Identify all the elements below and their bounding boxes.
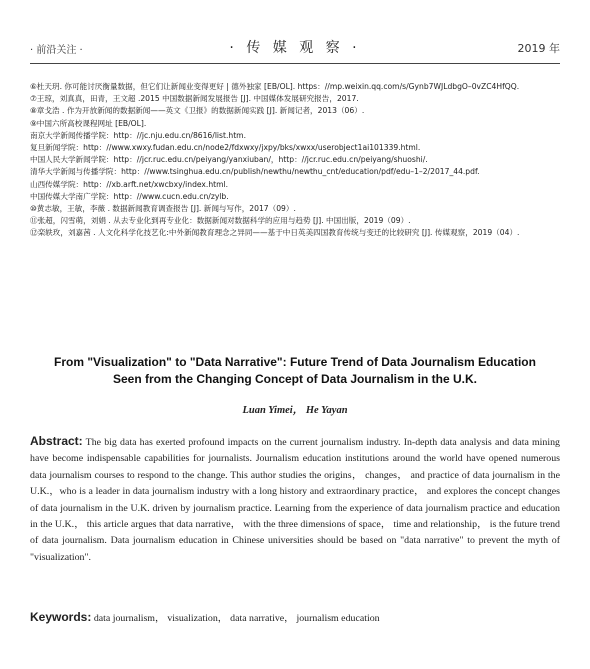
abstract [30,433,560,566]
journal-name: · 传 媒 观 察 · [229,40,361,56]
abstract-text: The big data has exerted profound impacts on the current journalism industry. In-depth data analysis and data mining have become indispensable capabilities for journalists. Journalism education institutions around the world have opened numerous data journalism courses to respond to the change. This author studies the origins， changes， and practice of data journalism in the U.K.，who is a leader in data journalism industry with a long history and extraordinary practice， and explores the concept changes of data journalism in the U.K. driven by journalism practice. Learning from the experience of data journalism practice and education in the U.K.， this article argues that data narrative， with the three dimensions of space， time and relationship， is the future trend of data journalism. Data journalism education in Chinese universities should be based on "data narrative" to prevent the myth of "visualization". [30,437,560,563]
reference-item: ⑧章戈浩 . 作为开放新闻的数据新闻——英文《卫报》的数据新闻实践 [J]. 新闻记者，2013（06）. [30,106,365,116]
reference-item: ⑨中国六所高校课程网址 [EB/OL]. [30,118,147,128]
reference-item: 中国传媒大学南广学院：http：//www.cucn.edu.cn/zylb. [30,191,229,201]
reference-item: ⑪张超，闪雪萌，刘娟 . 从去专业化到再专业化：数据新闻对数据科学的应用与趋势 [J]. 中国出版，2019（09）. [30,216,411,226]
section-label: · 前沿关注 · [30,45,83,56]
header-rule [30,63,560,64]
reference-item: ⑫栾轶玫，刘嘉茜 . 人文化科学化技艺化:中外新闻教育理念之异同——基于中日英美四国教育传统与变迁的比较研究 [J]. 传媒观察，2019（04）. [30,228,520,238]
reference-item: ⑦王琼，刘真真，田青，王文超 .2015 中国数据新闻发展报告 [J]. 中国媒体发展研究报告，2017. [30,94,359,104]
paper-title [30,354,560,388]
reference-item: 清华大学新闻与传播学院：http：//www.tsinghua.edu.cn/publish/newthu/newthu_cnt/education/pdf/edu–1–2/2017_44.pdf. [30,167,480,177]
year-label: 2019 年 [517,42,560,55]
keywords-text: data journalism， visualization， data narrative， journalism education [91,613,380,624]
keywords [30,610,560,624]
authors: Luan Yimei， He Yayan [242,405,348,416]
reference-item: 南京大学新闻传播学院：http：//jc.nju.edu.cn/8616/list.htm. [30,130,246,140]
keywords-label: Keywords: [30,610,92,624]
reference-item: ⑥杜天玥. 你可能讨厌衡量数据，但它们让新闻业变得更好 | 德外独家 [EB/OL]. https：//mp.weixin.qq.com/s/Gynb7WJLdbgO–0vZC4HfQQ. [30,82,520,91]
reference-item: 复旦新闻学院：http：//www.xwxy.fudan.edu.cn/node2/fdxwxy/jxpy/bks/xwxx/userobject1ai101339.html. [30,143,421,153]
abstract-label: Abstract: [30,434,83,448]
references-list [30,81,570,240]
title-line-1: From "Visualization" to "Data Narrative": Future Trend of Data Journalism Education [54,355,536,369]
reference-item: 山西传媒学院：http：//xb.arft.net/xwcbxy/index.html. [30,179,229,189]
reference-item: ⑩黄志敏，王敏，李薇 . 数据新闻教育调查报告 [J]. 新闻与写作，2017（09）. [30,204,296,214]
title-line-2: Seen from the Changing Concept of Data Journalism in the U.K. [112,372,478,386]
page-header [30,36,560,58]
reference-item: 中国人民大学新闻学院：http：//jcr.ruc.edu.cn/peiyang/yanxiuban/，http：//jcr.ruc.edu.cn/peiyang/shuoshi/. [30,155,428,165]
